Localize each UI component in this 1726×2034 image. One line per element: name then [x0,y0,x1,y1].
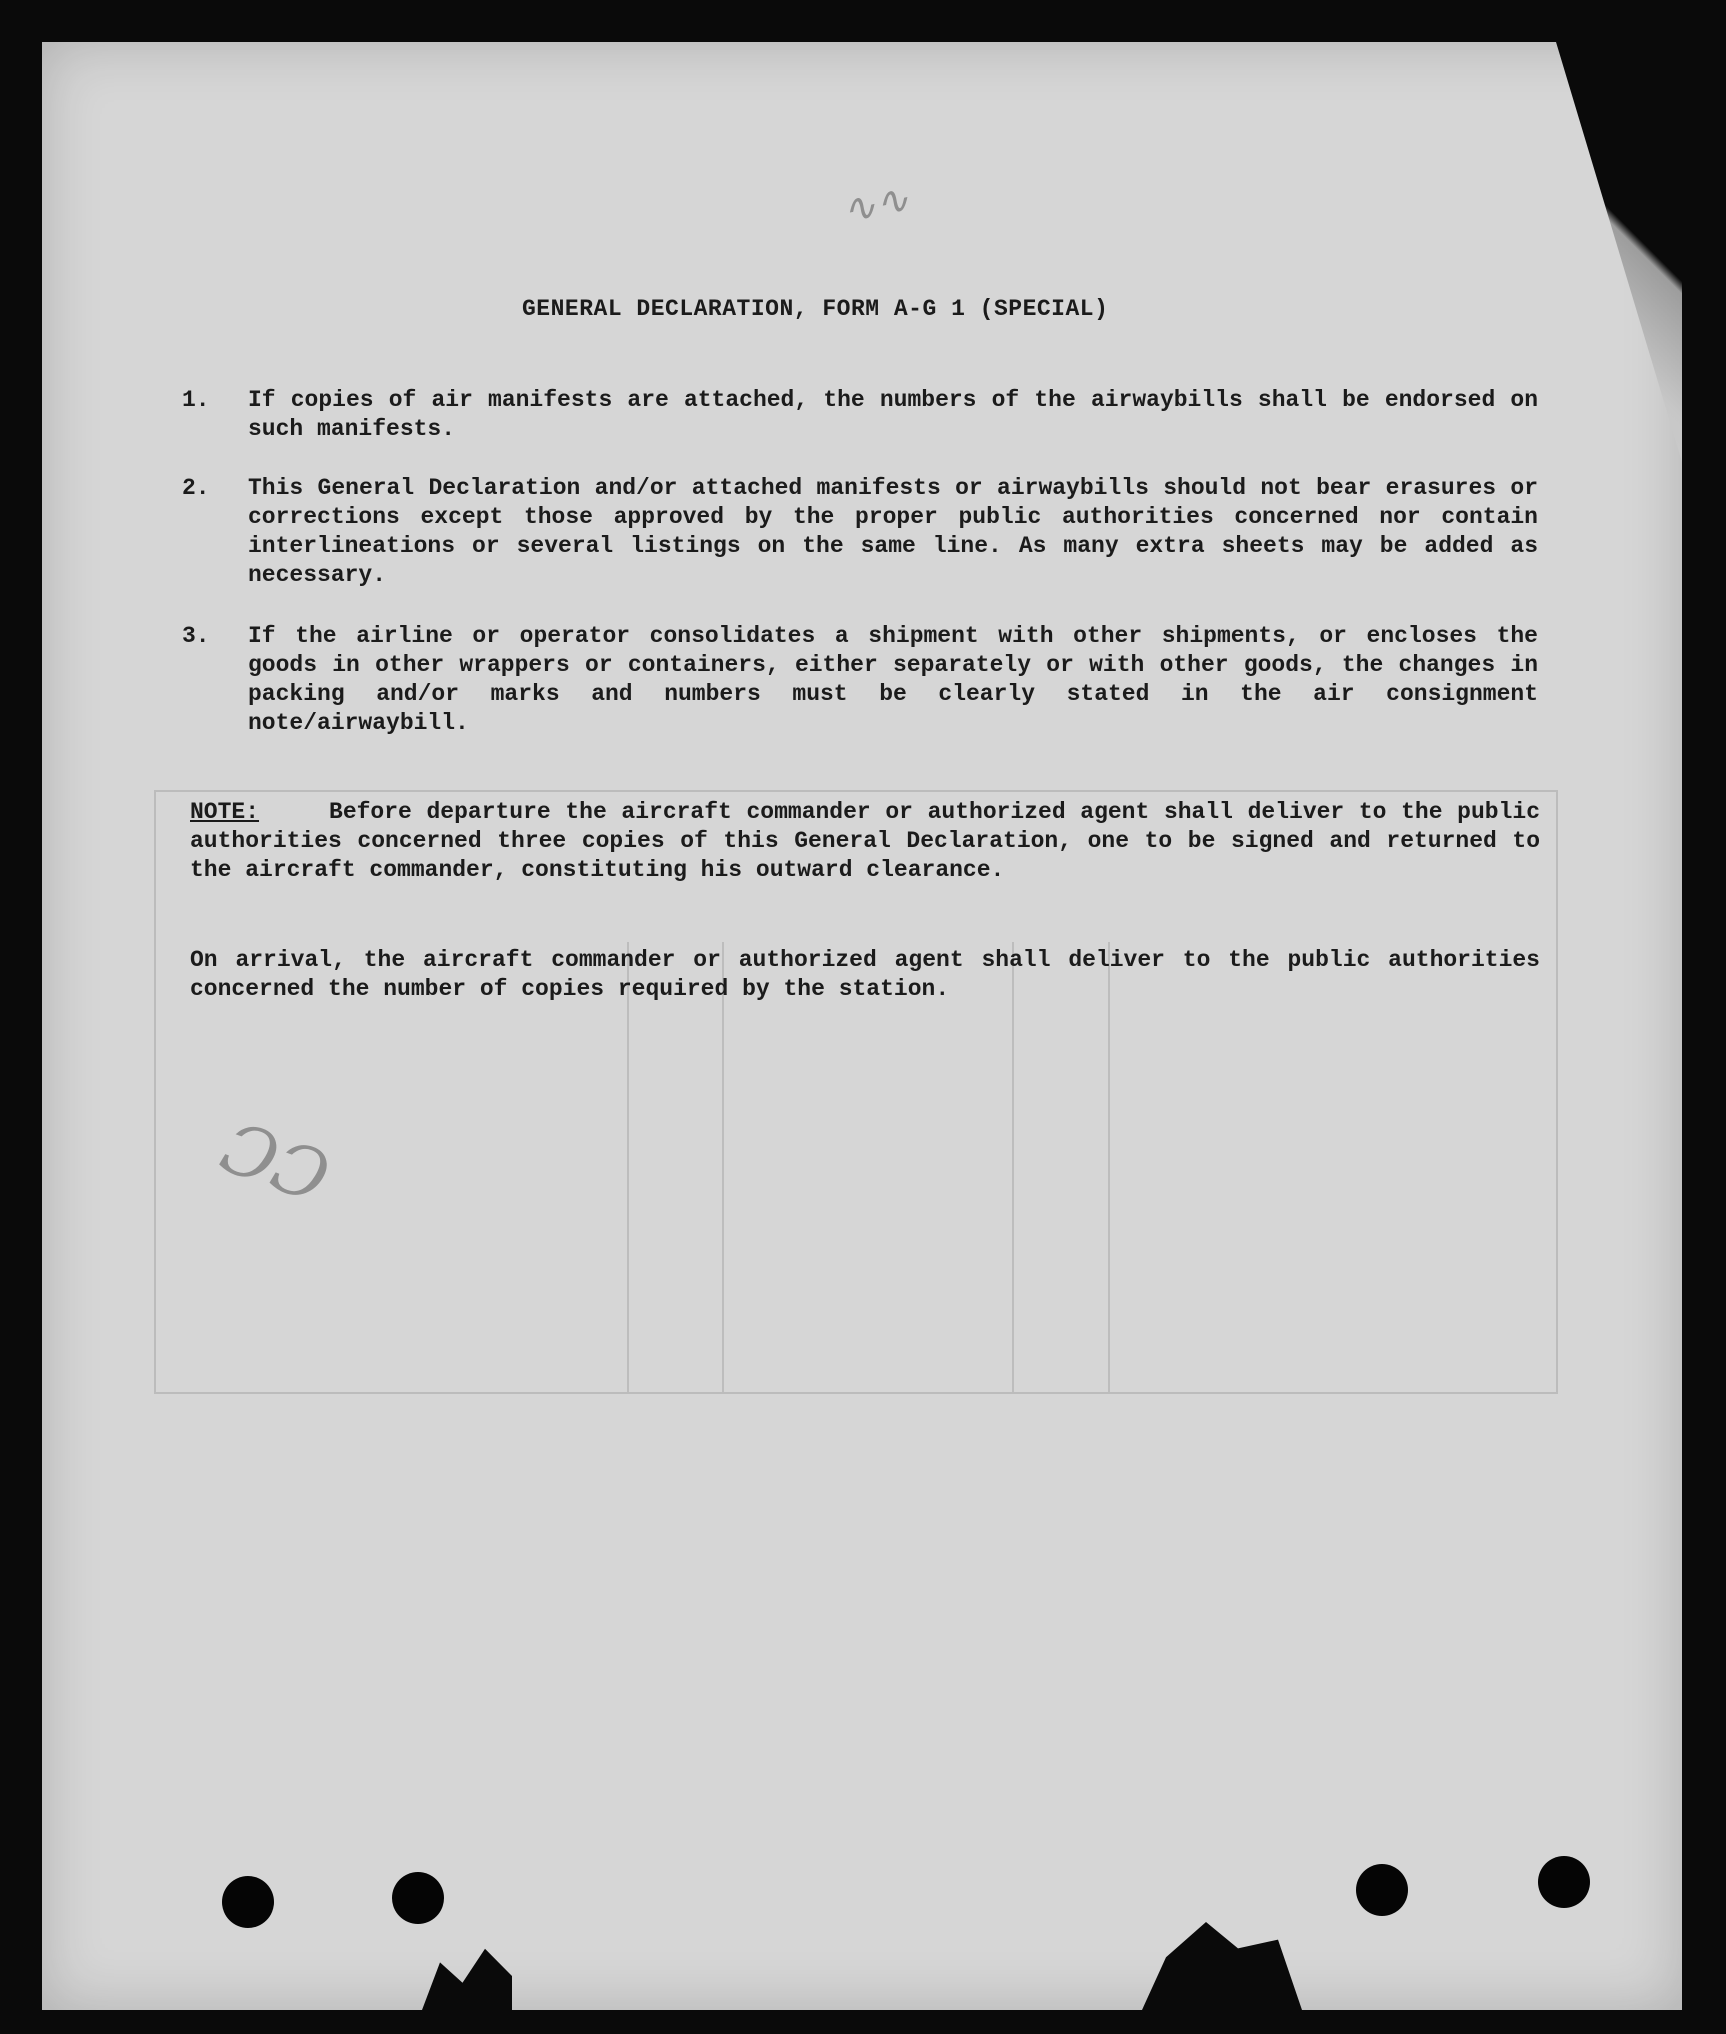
punch-hole [222,1876,274,1928]
arrival-paragraph [190,946,1540,1004]
item-text: This General Declaration and/or attached manifests or airwaybills should not bear erasures or corrections except those approved by the proper public authorities concerned nor contain interlineations or several listings on the same line. As many extra sheets may be added as necessary. [248,475,1538,588]
paper-tear [422,1942,512,2010]
bleed-through-divider [1012,942,1014,1392]
item-number: 3. [182,623,210,649]
item-text: If the airline or operator consolidates a shipment with other shipments, or encloses the goods in other wrappers or containers, either separately or with other goods, the changes in packing and/or marks and numbers must be clearly stated in the air consignment note/airwaybill. [248,623,1538,736]
item-number: 2. [182,475,210,501]
handwritten-mark: ∿∿ [837,175,914,235]
arrival-text: On arrival, the aircraft commander or authorized agent shall deliver to the public authorities concerned the number of copies required by the station. [190,947,1540,1002]
note-text: Before departure the aircraft commander or authorized agent shall deliver to the public authorities concerned three copies of this General Declaration, one to be signed and returned to the aircraft commander, constituting his outward clearance. [190,799,1540,883]
bleed-through-divider [627,942,629,1392]
paper-tear [1142,1922,1302,2010]
note-paragraph [190,798,1540,885]
handwritten-mark: ƆƆ [211,1106,340,1220]
note-label: NOTE: [190,799,260,825]
punch-hole [392,1872,444,1924]
bleed-through-divider [722,942,724,1392]
punch-hole [1356,1864,1408,1916]
item-text: If copies of air manifests are attached, the numbers of the airwaybills shall be endorsed on such manifests. [248,387,1538,442]
bleed-through-divider [1108,942,1110,1392]
document-title: GENERAL DECLARATION, FORM A-G 1 (SPECIAL) [522,296,1109,322]
item-number: 1. [182,387,210,413]
punch-hole [1538,1856,1590,1908]
document-page [42,42,1682,2010]
